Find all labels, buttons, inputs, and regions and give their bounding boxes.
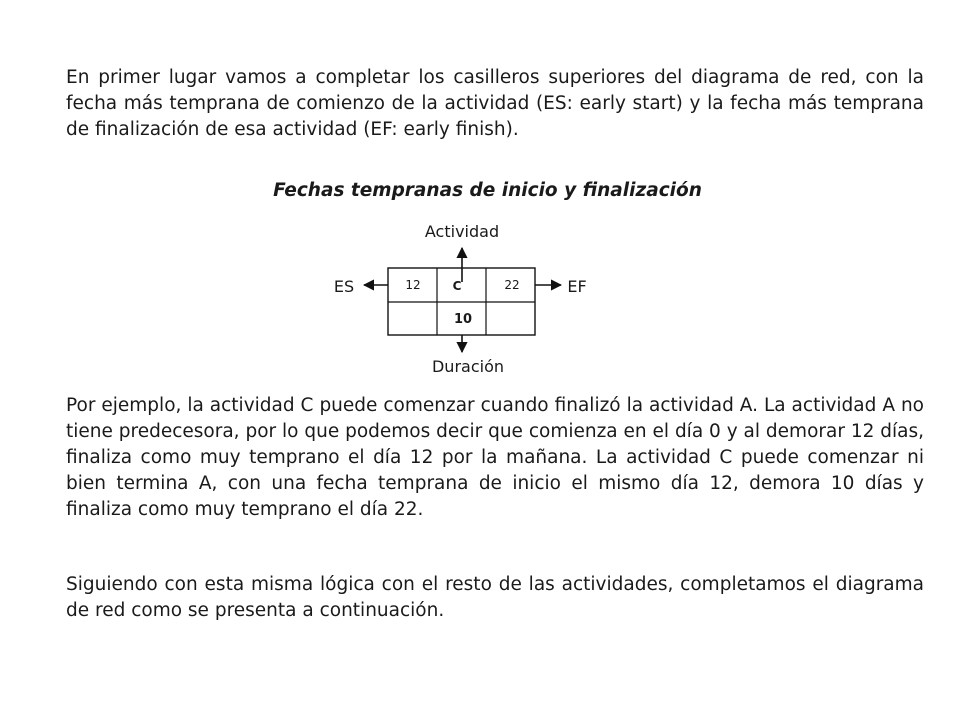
intro-paragraph: En primer lugar vamos a completar los casilleros superiores del diagrama de red, con la fecha más temprana de comienzo de la actividad (ES: early start) y la fecha más temprana de finalización de esa actividad (EF: early finish). xyxy=(66,67,924,140)
activity-label: Actividad xyxy=(424,222,500,241)
figure-title: Fechas tempranas de inicio y finalización xyxy=(273,180,702,201)
example-paragraph: Por ejemplo, la actividad C puede comenzar cuando finalizó la actividad A. La actividad A no tiene predecesora, por lo que podemos decir que comienza en el día 0 y al demorar 12 días, finaliza como muy temprano el día 12 por la mañana. La actividad C puede comenzar ni bien termina A, con una fecha temprana de inicio el mismo día 12, demora 10 días y finaliza como muy temprano el día 22. xyxy=(66,395,924,520)
es-label: ES xyxy=(333,277,355,296)
duration-label: Duración xyxy=(431,357,505,376)
node-ef-value: 22 xyxy=(504,278,520,292)
conclusion-paragraph: Siguiendo con esta misma lógica con el resto de las actividades, completamos el diagrama de red como se presenta a continuación. xyxy=(66,574,924,621)
ef-label: EF xyxy=(567,277,587,296)
activity-node-diagram xyxy=(0,210,960,380)
node-es-value: 12 xyxy=(405,278,421,292)
node-duration-value: 10 xyxy=(453,312,473,327)
node-activity-name: C xyxy=(452,279,462,293)
